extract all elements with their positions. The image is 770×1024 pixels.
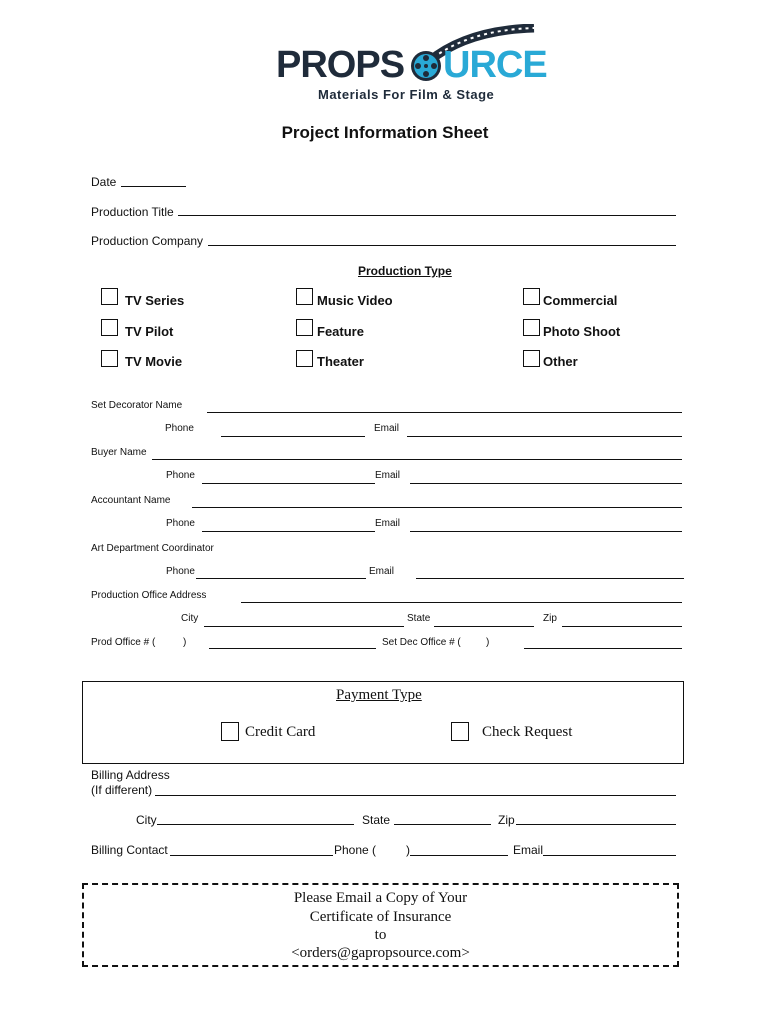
theater-label: Theater	[317, 354, 364, 369]
buyer-phone-field[interactable]	[202, 483, 375, 484]
art-coordinator-email-field[interactable]	[416, 578, 684, 579]
production-company-label: Production Company	[91, 234, 204, 248]
production-type-heading: Production Type	[358, 264, 452, 278]
buyer-email-label: Email	[375, 470, 401, 481]
accountant-field[interactable]	[192, 507, 682, 508]
billing-email-label: Email	[513, 843, 544, 857]
credit-card-checkbox[interactable]	[221, 722, 239, 741]
set-dec-office-field[interactable]	[524, 648, 682, 649]
notice-line-2: Certificate of Insurance	[309, 909, 452, 925]
prod-office-field[interactable]	[209, 648, 376, 649]
tv-movie-label: TV Movie	[125, 354, 183, 369]
accountant-phone-field[interactable]	[202, 531, 375, 532]
music-video-label: Music Video	[317, 293, 393, 308]
notice-email-link[interactable]: <orders@gapropsource.com>	[291, 945, 470, 961]
set-decorator-phone-label: Phone	[165, 423, 194, 434]
billing-phone-label: Phone (	[334, 843, 377, 857]
brand-right: URCE	[443, 44, 547, 86]
billing-address-label: Billing Address	[91, 768, 170, 782]
production-title-label: Production Title	[91, 205, 174, 219]
photo-shoot-checkbox[interactable]	[523, 319, 540, 336]
billing-zip-field[interactable]	[516, 824, 676, 825]
billing-contact-field[interactable]	[170, 855, 333, 856]
buyer-phone-label: Phone	[166, 470, 195, 481]
set-dec-office-close: )	[486, 637, 490, 648]
check-request-label: Check Request	[482, 724, 573, 740]
commercial-label: Commercial	[543, 293, 618, 308]
office-city-field[interactable]	[204, 626, 404, 627]
billing-city-label: City	[136, 813, 157, 827]
art-coordinator-email-label: Email	[369, 566, 395, 577]
theater-checkbox[interactable]	[296, 350, 313, 367]
film-reel-icon	[409, 49, 443, 83]
billing-state-label: State	[362, 813, 391, 827]
accountant-email-label: Email	[375, 518, 401, 529]
tv-series-checkbox[interactable]	[101, 288, 118, 305]
photo-shoot-label: Photo Shoot	[543, 324, 621, 339]
production-company-field[interactable]	[208, 245, 676, 246]
check-request-checkbox[interactable]	[451, 722, 469, 741]
credit-card-label: Credit Card	[245, 724, 316, 740]
billing-address-field[interactable]	[155, 795, 676, 796]
tv-pilot-label: TV Pilot	[125, 324, 174, 339]
prod-office-close: )	[183, 637, 187, 648]
billing-email-field[interactable]	[543, 855, 676, 856]
office-state-field[interactable]	[434, 626, 534, 627]
production-title-field[interactable]	[178, 215, 676, 216]
commercial-checkbox[interactable]	[523, 288, 540, 305]
buyer-label: Buyer Name	[91, 447, 147, 458]
set-dec-office-label: Set Dec Office # (	[382, 637, 461, 648]
logo	[276, 24, 547, 108]
billing-if-different-label: (If different)	[91, 783, 153, 797]
accountant-label: Accountant Name	[91, 495, 171, 506]
billing-state-field[interactable]	[394, 824, 491, 825]
billing-phone-field[interactable]	[410, 855, 508, 856]
set-decorator-email-field[interactable]	[407, 436, 682, 437]
date-field[interactable]	[121, 186, 186, 187]
other-checkbox[interactable]	[523, 350, 540, 367]
page-title: Project Information Sheet	[281, 123, 489, 142]
set-decorator-label: Set Decorator Name	[91, 400, 183, 411]
art-coordinator-phone-field[interactable]	[196, 578, 366, 579]
billing-contact-label: Billing Contact	[91, 843, 168, 857]
payment-type-heading: Payment Type	[336, 687, 422, 703]
tv-movie-checkbox[interactable]	[101, 350, 118, 367]
buyer-field[interactable]	[152, 459, 682, 460]
prod-office-label: Prod Office # (	[91, 637, 156, 648]
date-label: Date	[91, 175, 117, 189]
feature-label: Feature	[317, 324, 364, 339]
office-state-label: State	[407, 613, 431, 624]
office-city-label: City	[181, 613, 199, 624]
billing-zip-label: Zip	[498, 813, 515, 827]
other-label: Other	[543, 354, 578, 369]
art-coordinator-label: Art Department Coordinator	[91, 543, 214, 554]
office-address-field[interactable]	[241, 602, 682, 603]
brand-left: PROPS	[276, 44, 405, 86]
accountant-phone-label: Phone	[166, 518, 195, 529]
office-zip-field[interactable]	[562, 626, 682, 627]
set-decorator-phone-field[interactable]	[221, 436, 365, 437]
accountant-email-field[interactable]	[410, 531, 682, 532]
billing-city-field[interactable]	[157, 824, 354, 825]
feature-checkbox[interactable]	[296, 319, 313, 336]
notice-line-1: Please Email a Copy of Your	[293, 890, 468, 906]
art-coordinator-phone-label: Phone	[166, 566, 195, 577]
set-decorator-field[interactable]	[207, 412, 682, 413]
buyer-email-field[interactable]	[410, 483, 682, 484]
music-video-checkbox[interactable]	[296, 288, 313, 305]
logo-tagline: Materials For Film & Stage	[318, 87, 495, 102]
set-decorator-email-label: Email	[374, 423, 400, 434]
tv-series-label: TV Series	[125, 293, 185, 308]
tv-pilot-checkbox[interactable]	[101, 319, 118, 336]
office-address-label: Production Office Address	[91, 590, 207, 601]
office-zip-label: Zip	[543, 613, 557, 624]
billing-phone-close: )	[406, 843, 410, 857]
notice-line-3: to	[374, 927, 387, 943]
